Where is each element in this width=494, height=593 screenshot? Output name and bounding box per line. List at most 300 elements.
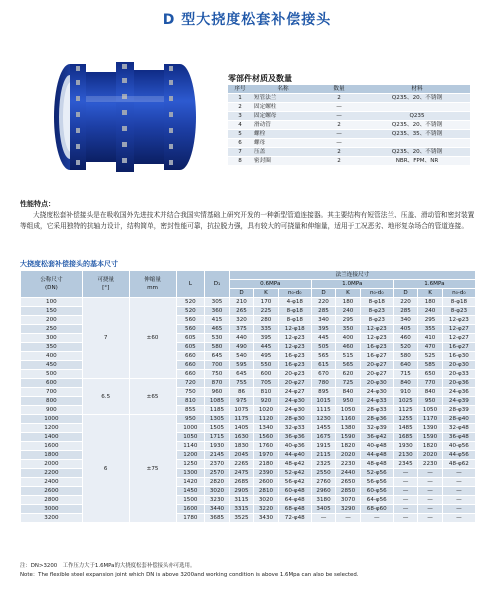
spec-cell: 20-φ27 <box>278 379 311 388</box>
spec-cell: 780 <box>311 379 336 388</box>
spec-cell: 520 <box>176 298 205 307</box>
spec-cell-dn: 2400 <box>21 478 83 487</box>
spec-cell: 44-φ48 <box>360 451 393 460</box>
parts-header: 数量 <box>314 85 364 94</box>
spec-cell: 660 <box>176 370 205 379</box>
spec-cell: 16-φ23 <box>278 361 311 370</box>
spec-cell: 855 <box>176 406 205 415</box>
spec-cell: 2810 <box>254 487 279 496</box>
spec-cell: 64-φ48 <box>278 496 311 505</box>
spec-cell-dn: 300 <box>21 334 83 343</box>
spec-cell: — <box>393 478 418 487</box>
spec-cell: 3230 <box>205 496 230 505</box>
spec-cell: 520 <box>393 343 418 352</box>
spec-cell: 48-φ62 <box>442 460 475 469</box>
spec-cell: 24-φ39 <box>442 397 475 406</box>
parts-cell: 2 <box>314 121 364 130</box>
spec-cell: 1485 <box>393 424 418 433</box>
spec-cell: 2475 <box>229 469 254 478</box>
spec-cell: 24-φ30 <box>278 397 311 406</box>
spec-cell-dn: 1200 <box>21 424 83 433</box>
spec-cell: 1685 <box>393 433 418 442</box>
spec-cell: 660 <box>176 352 205 361</box>
parts-cell: 1 <box>228 94 252 103</box>
spec-header-pressure: 0.6MPa <box>229 280 311 289</box>
spec-cell: 975 <box>229 397 254 406</box>
spec-cell: 540 <box>229 352 254 361</box>
spec-cell: 600 <box>254 370 279 379</box>
spec-cell: 840 <box>393 379 418 388</box>
spec-cell: 3405 <box>311 505 336 514</box>
spec-cell-dn: 1800 <box>21 451 83 460</box>
parts-header-row <box>228 85 470 94</box>
spec-cell-dn: 2800 <box>21 496 83 505</box>
spec-cell: 595 <box>229 361 254 370</box>
spec-cell: 1630 <box>229 433 254 442</box>
parts-cell: 4 <box>228 121 252 130</box>
spec-cell: 2850 <box>336 487 361 496</box>
spec-cell: 1915 <box>311 442 336 451</box>
spec-cell: 12-φ23 <box>360 325 393 334</box>
spec-cell: 1505 <box>205 424 230 433</box>
parts-row <box>228 130 470 139</box>
spec-cell: 36-φ42 <box>360 433 393 442</box>
spec-cell: — <box>442 514 475 523</box>
spec-cell: 12-φ18 <box>278 325 311 334</box>
spec-cell: 180 <box>418 298 443 307</box>
spec-cell: 2685 <box>229 478 254 487</box>
parts-cell: NBR、FPM、NR <box>364 157 470 166</box>
spec-cell-dn: 450 <box>21 361 83 370</box>
spec-header-row <box>21 271 476 280</box>
spec-header-sub: D <box>311 289 336 298</box>
parts-cell <box>364 103 470 112</box>
parts-row <box>228 103 470 112</box>
spec-cell: 1830 <box>229 442 254 451</box>
spec-cell: 750 <box>176 388 205 397</box>
spec-cell: 1390 <box>418 424 443 433</box>
spec-header-pressure: 1.6MPa <box>393 280 475 289</box>
spec-cell: 40-φ36 <box>278 442 311 451</box>
spec-cell: 44-φ56 <box>442 451 475 460</box>
spec-cell: 72-φ48 <box>278 514 311 523</box>
spec-cell: 3290 <box>336 505 361 514</box>
parts-table <box>228 85 470 166</box>
spec-cell: 20-φ33 <box>442 370 475 379</box>
parts-cell: Q235、35、不锈钢 <box>364 130 470 139</box>
spec-cell: 670 <box>311 370 336 379</box>
parts-cell: — <box>314 139 364 148</box>
spec-cell: 1170 <box>418 415 443 424</box>
spec-cell-dn: 150 <box>21 307 83 316</box>
spec-cell-dn: 900 <box>21 406 83 415</box>
spec-cell: 1000 <box>176 424 205 433</box>
spec-cell: — <box>442 487 475 496</box>
spec-cell: 3315 <box>229 505 254 514</box>
spec-header-sub: K <box>254 289 279 298</box>
spec-cell: 1715 <box>205 433 230 442</box>
spec-cell: 415 <box>205 316 230 325</box>
spec-cell: 810 <box>176 397 205 406</box>
spec-cell: — <box>393 496 418 505</box>
spec-cell: 410 <box>418 334 443 343</box>
spec-cell: 2020 <box>418 451 443 460</box>
spec-cell-dn: 100 <box>21 298 83 307</box>
spec-cell: 40-φ48 <box>360 442 393 451</box>
parts-cell <box>364 139 470 148</box>
spec-cell: 8-φ18 <box>278 316 311 325</box>
spec-cell: 1500 <box>176 496 205 505</box>
spec-header-sub: n₀-d₀ <box>278 289 311 298</box>
spec-cell: — <box>418 496 443 505</box>
spec-row <box>21 415 476 424</box>
spec-cell: 2325 <box>311 460 336 469</box>
spec-cell: 960 <box>205 388 230 397</box>
spec-cell: 20-φ30 <box>360 379 393 388</box>
spec-cell: 2390 <box>254 469 279 478</box>
spec-cell: 1300 <box>176 469 205 478</box>
spec-cell: 840 <box>336 388 361 397</box>
spec-cell: 28-φ33 <box>360 406 393 415</box>
spec-cell: — <box>311 514 336 523</box>
spec-cell: 48-φ42 <box>278 460 311 469</box>
spec-cell: 1455 <box>311 424 336 433</box>
spec-cell: 2345 <box>393 460 418 469</box>
spec-cell: 1590 <box>336 433 361 442</box>
spec-cell: 2650 <box>336 478 361 487</box>
spec-cell: 40-φ56 <box>442 442 475 451</box>
spec-cell: 2145 <box>205 451 230 460</box>
spec-cell: 2230 <box>336 460 361 469</box>
parts-cell: 5 <box>228 130 252 139</box>
spec-cell: 240 <box>336 307 361 316</box>
spec-cell: 1405 <box>229 424 254 433</box>
spec-group-stretch: ±65 <box>129 379 176 415</box>
spec-cell: 660 <box>176 361 205 370</box>
spec-cell: 24-φ30 <box>278 406 311 415</box>
spec-cell: 1675 <box>311 433 336 442</box>
spec-cell: 515 <box>336 352 361 361</box>
spec-cell: 20-φ36 <box>442 379 475 388</box>
parts-cell: 滑动管 <box>252 121 314 130</box>
spec-cell: 8-φ18 <box>360 298 393 307</box>
parts-cell: 2 <box>314 148 364 157</box>
spec-cell: 620 <box>336 370 361 379</box>
spec-header-flange: 法兰连接尺寸 <box>229 271 475 280</box>
spec-cell: 870 <box>205 379 230 388</box>
spec-cell: 52-φ42 <box>278 469 311 478</box>
spec-cell: 1050 <box>336 406 361 415</box>
parts-cell: 8 <box>228 157 252 166</box>
spec-cell: — <box>360 514 393 523</box>
spec-cell: 12-φ23 <box>360 334 393 343</box>
parts-cell: Q235、20、不锈钢 <box>364 121 470 130</box>
parts-row <box>228 139 470 148</box>
spec-cell: 210 <box>229 298 254 307</box>
spec-cell: 640 <box>393 361 418 370</box>
spec-cell: — <box>393 505 418 514</box>
spec-cell-dn: 2000 <box>21 460 83 469</box>
spec-cell: 28-φ39 <box>442 406 475 415</box>
spec-cell: 1930 <box>205 442 230 451</box>
spec-cell: 585 <box>418 361 443 370</box>
spec-group-stretch: ±60 <box>129 298 176 379</box>
spec-cell: — <box>393 514 418 523</box>
spec-cell: 220 <box>311 298 336 307</box>
spec-cell: 3115 <box>229 496 254 505</box>
spec-cell: 285 <box>393 307 418 316</box>
spec-cell: 28-φ36 <box>360 415 393 424</box>
spec-cell: 3180 <box>311 496 336 505</box>
spec-cell: 64-φ56 <box>360 496 393 505</box>
spec-cell: 1820 <box>418 442 443 451</box>
spec-cell: 335 <box>254 325 279 334</box>
spec-cell: — <box>393 469 418 478</box>
expansion-joint-illustration <box>38 58 208 176</box>
spec-cell: 170 <box>254 298 279 307</box>
spec-cell: 68-φ48 <box>278 505 311 514</box>
spec-cell: 1025 <box>393 397 418 406</box>
spec-cell: 445 <box>311 334 336 343</box>
spec-cell: — <box>442 469 475 478</box>
spec-cell: 580 <box>393 352 418 361</box>
spec-cell-dn: 3000 <box>21 505 83 514</box>
spec-cell: 2550 <box>311 469 336 478</box>
parts-header: 材料 <box>364 85 470 94</box>
spec-cell: 265 <box>229 307 254 316</box>
spec-cell: 1340 <box>254 424 279 433</box>
spec-cell: 3440 <box>205 505 230 514</box>
spec-group-flex: 6.5 <box>82 379 129 415</box>
spec-cell: 920 <box>254 397 279 406</box>
spec-cell: 460 <box>393 334 418 343</box>
spec-cell: 615 <box>311 361 336 370</box>
spec-cell: 56-φ56 <box>360 478 393 487</box>
spec-cell: 1380 <box>336 424 361 433</box>
spec-cell: 3020 <box>254 496 279 505</box>
spec-header-dn: 公称尺寸 (DN) <box>21 271 83 298</box>
parts-cell: 螺母 <box>252 139 314 148</box>
spec-cell: 60-φ48 <box>278 487 311 496</box>
spec-cell: 560 <box>176 325 205 334</box>
spec-cell: 1230 <box>311 415 336 424</box>
spec-cell: 3430 <box>254 514 279 523</box>
spec-cell: 460 <box>336 343 361 352</box>
spec-cell: 750 <box>205 370 230 379</box>
parts-cell: 6 <box>228 139 252 148</box>
spec-cell: 1970 <box>254 451 279 460</box>
spec-cell: 28-φ40 <box>442 415 475 424</box>
spec-cell: — <box>418 487 443 496</box>
spec-header-D1: D₁ <box>205 271 230 298</box>
spec-cell: 225 <box>254 307 279 316</box>
performance-title: 性能特点： <box>20 200 55 208</box>
spec-header-pressure: 1.0MPa <box>311 280 393 289</box>
spec-cell: 565 <box>311 352 336 361</box>
spec-cell: 56-φ42 <box>278 478 311 487</box>
spec-cell: 16-φ27 <box>360 352 393 361</box>
spec-cell: 16-φ23 <box>278 352 311 361</box>
spec-cell-dn: 400 <box>21 352 83 361</box>
spec-cell: 1015 <box>311 397 336 406</box>
parts-cell: 7 <box>228 148 252 157</box>
spec-cell: 375 <box>229 325 254 334</box>
spec-cell: 12-φ23 <box>442 316 475 325</box>
spec-cell: 810 <box>254 388 279 397</box>
spec-header-sub: K <box>418 289 443 298</box>
spec-cell: 395 <box>254 334 279 343</box>
spec-cell: 755 <box>229 379 254 388</box>
parts-cell: 2 <box>314 157 364 166</box>
spec-cell: 605 <box>176 343 205 352</box>
spec-cell: 1075 <box>229 406 254 415</box>
spec-header-sub: D <box>229 289 254 298</box>
parts-cell: 螺栓 <box>252 130 314 139</box>
parts-cell: 2 <box>228 103 252 112</box>
spec-cell: 220 <box>393 298 418 307</box>
spec-cell-dn: 1000 <box>21 415 83 424</box>
spec-cell-dn: 500 <box>21 370 83 379</box>
spec-cell: 950 <box>418 397 443 406</box>
spec-cell: 560 <box>176 316 205 325</box>
spec-cell: — <box>418 478 443 487</box>
spec-cell-dn: 700 <box>21 388 83 397</box>
spec-cell: 1250 <box>176 460 205 469</box>
parts-cell: Q235 <box>364 112 470 121</box>
parts-cell: 固定螺母 <box>252 112 314 121</box>
spec-cell: 1125 <box>393 406 418 415</box>
spec-cell: 3220 <box>254 505 279 514</box>
spec-cell: 520 <box>176 307 205 316</box>
spec-cell: 395 <box>311 325 336 334</box>
spec-cell: 1020 <box>254 406 279 415</box>
spec-cell-dn: 2200 <box>21 469 83 478</box>
spec-cell: 3525 <box>229 514 254 523</box>
spec-cell: 2370 <box>205 460 230 469</box>
spec-cell: 645 <box>205 352 230 361</box>
spec-cell: 950 <box>336 397 361 406</box>
spec-cell: 16-φ27 <box>442 343 475 352</box>
spec-cell: 340 <box>311 316 336 325</box>
spec-cell-dn: 800 <box>21 397 83 406</box>
spec-cell: 550 <box>254 361 279 370</box>
spec-cell: 20-φ30 <box>442 361 475 370</box>
spec-cell: 490 <box>229 343 254 352</box>
spec-cell: 1780 <box>176 514 205 523</box>
spec-cell: 2130 <box>393 451 418 460</box>
spec-cell: — <box>418 469 443 478</box>
spec-cell: 3685 <box>205 514 230 523</box>
spec-cell: 8-φ23 <box>360 316 393 325</box>
spec-cell-dn: 2600 <box>21 487 83 496</box>
spec-cell-dn: 1400 <box>21 433 83 442</box>
spec-cell: — <box>336 514 361 523</box>
spec-cell: 60-φ56 <box>360 487 393 496</box>
spec-cell: 1305 <box>205 415 230 424</box>
spec-cell: 645 <box>229 370 254 379</box>
notes <box>20 562 358 580</box>
parts-cell: 压盖 <box>252 148 314 157</box>
spec-cell: 16-φ23 <box>360 343 393 352</box>
spec-cell: 1600 <box>176 505 205 514</box>
spec-cell: 340 <box>393 316 418 325</box>
spec-cell-dn: 1600 <box>21 442 83 451</box>
spec-cell: 2600 <box>254 478 279 487</box>
spec-cell: 525 <box>418 352 443 361</box>
spec-cell: — <box>418 505 443 514</box>
spec-cell: 1450 <box>176 487 205 496</box>
spec-cell: 355 <box>418 325 443 334</box>
performance-text: 大挠度松套补偿接头是在吸收国外先进技术并结合我国实情基础上研究开发的一种新型管道连接器。其主要结构有短管法兰、压盖、滑动管和密封装置等组成，它采用独特的抗轴力设计，结构简单，密封性能可靠，抗拉脱力强，具有较大的可挠量和伸缩量，适用于工况恶劣、地形复杂场合的管道连接。 <box>20 211 475 230</box>
spec-cell: 52-φ56 <box>360 469 393 478</box>
spec-cell: 285 <box>311 307 336 316</box>
spec-cell: 28-φ30 <box>278 415 311 424</box>
spec-cell: 720 <box>176 379 205 388</box>
spec-cell: 495 <box>254 352 279 361</box>
spec-header-sub: n₀-d₀ <box>360 289 393 298</box>
parts-cell: 3 <box>228 112 252 121</box>
spec-cell: 36-φ36 <box>278 433 311 442</box>
spec-cell: 405 <box>393 325 418 334</box>
spec-cell: — <box>418 514 443 523</box>
spec-cell: 1420 <box>176 478 205 487</box>
spec-cell: — <box>442 496 475 505</box>
spec-cell: 24-φ33 <box>360 397 393 406</box>
spec-cell: 465 <box>205 325 230 334</box>
spec-cell: 44-φ40 <box>278 451 311 460</box>
spec-header-L: L <box>176 271 205 298</box>
parts-cell: Q235、20、不锈钢 <box>364 148 470 157</box>
spec-cell-dn: 600 <box>21 379 83 388</box>
spec-cell: 1115 <box>311 406 336 415</box>
parts-row <box>228 157 470 166</box>
spec-cell: 1255 <box>393 415 418 424</box>
parts-cell: 密封圈 <box>252 157 314 166</box>
spec-cell: 2820 <box>205 478 230 487</box>
spec-cell: 950 <box>176 415 205 424</box>
parts-cell: 固定螺柱 <box>252 103 314 112</box>
spec-table <box>20 270 476 523</box>
spec-cell-dn: 200 <box>21 316 83 325</box>
spec-cell: 350 <box>336 325 361 334</box>
spec-cell: 68-φ60 <box>360 505 393 514</box>
spec-header-stretch: 伸缩量 mm <box>129 271 176 298</box>
spec-cell: 1140 <box>176 442 205 451</box>
spec-cell-dn: 350 <box>21 343 83 352</box>
spec-cell: 1930 <box>393 442 418 451</box>
spec-cell: 305 <box>205 298 230 307</box>
spec-cell: 2180 <box>254 460 279 469</box>
spec-cell: 2115 <box>311 451 336 460</box>
spec-cell: 1820 <box>336 442 361 451</box>
spec-cell: 36-φ48 <box>442 433 475 442</box>
spec-cell: 445 <box>254 343 279 352</box>
spec-cell: 86 <box>229 388 254 397</box>
spec-cell: 2230 <box>418 460 443 469</box>
parts-header: 序号 <box>228 85 252 94</box>
spec-cell: 1050 <box>176 433 205 442</box>
spec-cell: 840 <box>418 388 443 397</box>
spec-cell: — <box>393 487 418 496</box>
page-title: D 型大挠度松套补偿接头 <box>162 12 332 28</box>
parts-row <box>228 94 470 103</box>
parts-cell: 2 <box>314 94 364 103</box>
spec-cell: 1185 <box>205 406 230 415</box>
spec-header-flex: 可挠量 [°] <box>82 271 129 298</box>
spec-cell: 895 <box>311 388 336 397</box>
spec-cell: 12-φ27 <box>442 325 475 334</box>
spec-cell: 8-φ18 <box>442 298 475 307</box>
